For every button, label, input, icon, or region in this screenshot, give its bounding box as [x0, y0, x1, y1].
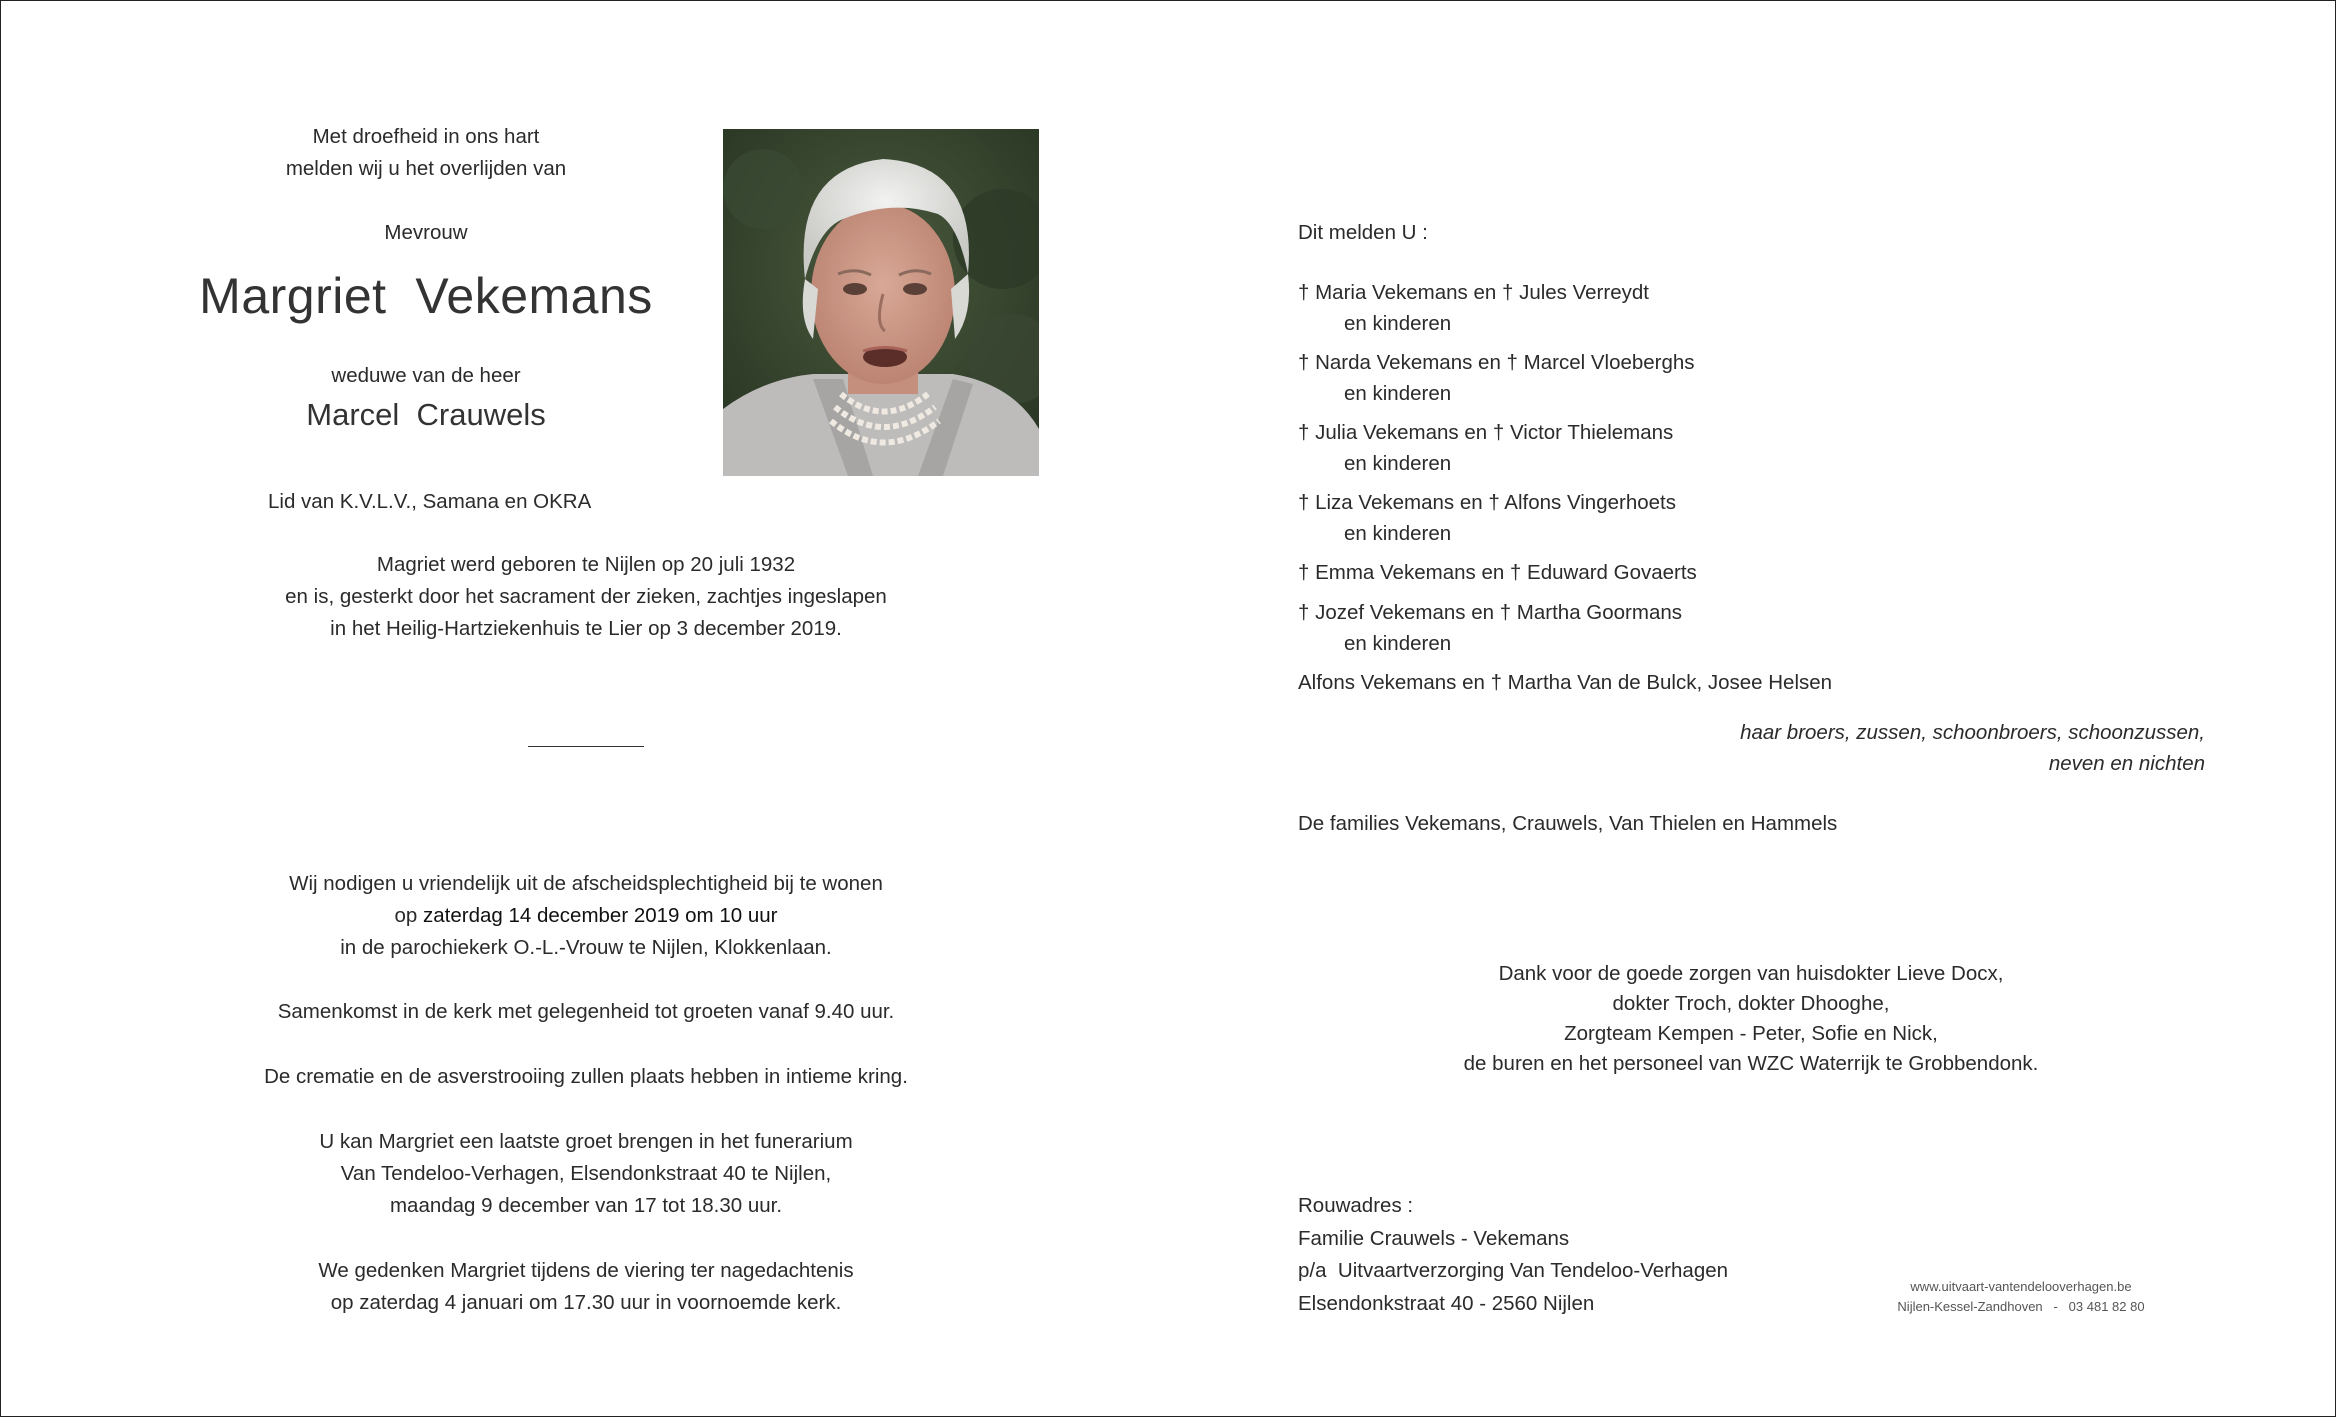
intro-line-2: melden wij u het overlijden van: [285, 157, 567, 180]
families-line: De families Vekemans, Crauwels, Van Thielen en Hammels: [1298, 812, 1838, 835]
invite-prefix: op: [394, 904, 424, 927]
title-mevrouw: Mevrouw: [384, 221, 468, 244]
birth-line-3: in het Heilig-Hartziekenhuis te Lier op 3 december 2019.: [330, 617, 842, 640]
family-sub-3: en kinderen: [1344, 452, 1452, 475]
family-line-6: † Jozef Vekemans en † Martha Goormans: [1298, 601, 1683, 624]
memorial-line-1: We gedenken Margriet tijdens de viering ter nagedachtenis: [318, 1259, 854, 1282]
cremation-info: De crematie en de asverstrooiing zullen plaats hebben in intieme kring.: [264, 1065, 908, 1088]
ceremony-datetime: zaterdag 14 december 2019 om 10 uur: [423, 904, 778, 927]
address-label: Rouwadres :: [1298, 1194, 1414, 1217]
thanks-line-1: Dank voor de goede zorgen van huisdokter Lieve Docx,: [1498, 962, 2004, 985]
divider-line: [528, 746, 644, 747]
invite-line-1: Wij nodigen u vriendelijk uit de afscheidsplechtigheid bij te wonen: [289, 872, 883, 895]
birth-line-2: en is, gesterkt door het sacrament der zieken, zachtjes ingeslapen: [285, 585, 887, 608]
thanks-line-3: Zorgteam Kempen - Peter, Sofie en Nick,: [1564, 1022, 1938, 1045]
funerarium-line-3: maandag 9 december van 17 tot 18.30 uur.: [389, 1194, 783, 1217]
family-sub-1: en kinderen: [1344, 312, 1452, 335]
address-line-2: p/a Uitvaartverzorging Van Tendeloo-Verhagen: [1298, 1259, 1729, 1282]
family-line-3: † Julia Vekemans en † Victor Thielemans: [1298, 421, 1674, 444]
announce-label: Dit melden U :: [1298, 221, 1428, 244]
family-line-4: † Liza Vekemans en † Alfons Vingerhoets: [1298, 491, 1676, 514]
funerarium-line-2: Van Tendeloo-Verhagen, Elsendonkstraat 40 te Nijlen,: [340, 1162, 832, 1185]
deceased-name: Margriet Vekemans: [199, 268, 653, 324]
portrait-photo: [723, 129, 1039, 476]
family-sub-2: en kinderen: [1344, 382, 1452, 405]
footer-website: www.uitvaart-vantendelooverhagen.be: [1910, 1279, 2132, 1294]
family-sub-4: en kinderen: [1344, 522, 1452, 545]
family-line-1: † Maria Vekemans en † Jules Verreydt: [1298, 281, 1649, 304]
funerarium-line-1: U kan Margriet een laatste groet brengen in het funerarium: [319, 1130, 853, 1153]
footer-contact: Nijlen-Kessel-Zandhoven - 03 481 82 80: [1897, 1299, 2145, 1314]
relatives-line-2: neven en nichten: [2048, 752, 2205, 775]
relatives-line-1: haar broers, zussen, schoonbroers, schoonzussen,: [1740, 721, 2205, 744]
widow-of: weduwe van de heer: [331, 364, 521, 387]
invite-line-2: [236, 906, 936, 927]
family-sub-6: en kinderen: [1344, 632, 1452, 655]
address-line-3: Elsendonkstraat 40 - 2560 Nijlen: [1298, 1292, 1595, 1315]
gathering-info: Samenkomst in de kerk met gelegenheid tot groeten vanaf 9.40 uur.: [277, 1000, 895, 1023]
family-line-2: † Narda Vekemans en † Marcel Vloeberghs: [1298, 351, 1695, 374]
memorial-line-2: op zaterdag 4 januari om 17.30 uur in voornoemde kerk.: [330, 1291, 842, 1314]
birth-line-1: Magriet werd geboren te Nijlen op 20 juli 1932: [376, 553, 796, 576]
thanks-line-2: dokter Troch, dokter Dhooghe,: [1612, 992, 1890, 1015]
address-line-1: Familie Crauwels - Vekemans: [1298, 1227, 1570, 1250]
intro-line-1: Met droefheid in ons hart: [312, 125, 540, 148]
husband-name: Marcel Crauwels: [306, 397, 546, 432]
thanks-line-4: de buren en het personeel van WZC Waterrijk te Grobbendonk.: [1463, 1052, 2039, 1075]
family-line-7: Alfons Vekemans en † Martha Van de Bulck, Josee Helsen: [1298, 671, 1833, 694]
membership: Lid van K.V.L.V., Samana en OKRA: [268, 490, 592, 513]
family-line-5: † Emma Vekemans en † Eduward Govaerts: [1298, 561, 1697, 584]
invite-line-3: in de parochiekerk O.-L.-Vrouw te Nijlen, Klokkenlaan.: [340, 936, 832, 959]
